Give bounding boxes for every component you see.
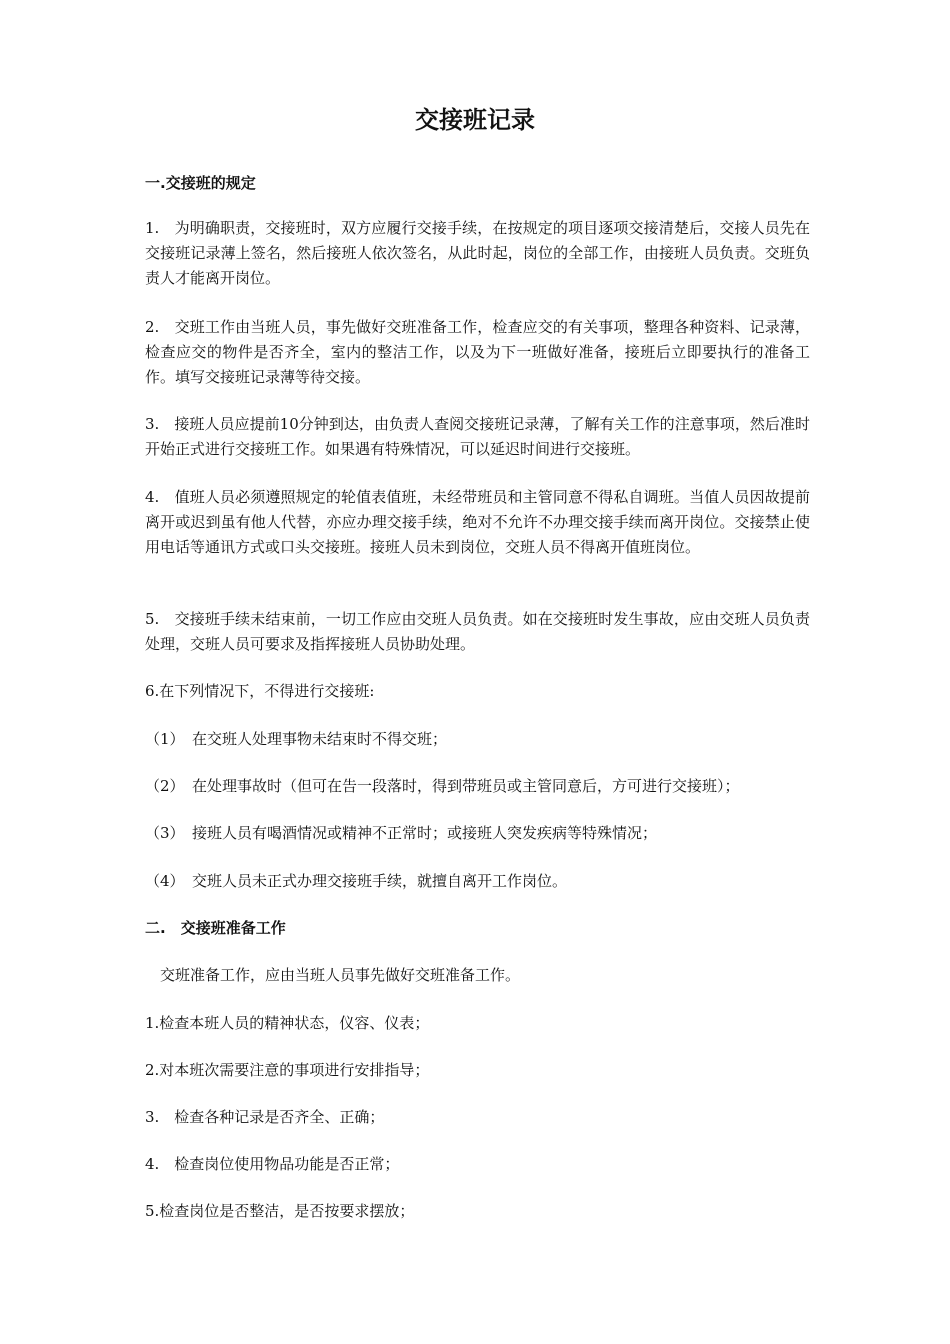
paragraph-3: 3. 接班人员应提前10分钟到达，由负责人查阅交接班记录薄，了解有关工作的注意事项，然后准时开始正式进行交接班工作。如果遇有特殊情况，可以延迟时间进行交接班。 [145, 415, 810, 458]
paragraph-2: 2. 交班工作由当班人员，事先做好交班准备工作，检查应交的有关事项，整理各种资料、记录薄，检查应交的物件是否齐全，室内的整洁工作，以及为下一班做好准备，接班后立即要执行的准备工作。填写交接班记录薄等待交接。 [145, 318, 810, 386]
sub-item-3: （3） 接班人员有喝酒情况或精神不正常时；或接班人突发疾病等特殊情况； [145, 824, 658, 842]
paragraph-5: 5. 交接班手续未结束前，一切工作应由交班人员负责。如在交接班时发生事故，应由交班人员负责处理，交班人员可要求及指挥接班人员协助处理。 [145, 610, 810, 653]
sub-item-2: （2） 在处理事故时（但可在告一段落时，得到带班员或主管同意后，方可进行交接班）； [145, 777, 740, 795]
prep-item-1: 1.检查本班人员的精神状态，仪容、仪表； [145, 1014, 430, 1032]
paragraph-1: 1. 为明确职责，交接班时，双方应履行交接手续，在按规定的项目逐项交接清楚后，交接人员先在交接班记录薄上签名，然后接班人依次签名，从此时起，岗位的全部工作，由接班人员负责。交班负责人才能离开岗位。 [145, 219, 810, 287]
prep-item-2: 2.对本班次需要注意的事项进行安排指导； [145, 1061, 430, 1079]
prep-item-4: 4. 检查岗位使用物品功能是否正常； [145, 1155, 400, 1173]
prep-item-5: 5.检查岗位是否整洁，是否按要求摆放； [145, 1202, 415, 1220]
section-2-intro: 交班准备工作，应由当班人员事先做好交班准备工作。 [145, 966, 521, 984]
document-title: 交接班记录 [415, 106, 535, 134]
sub-item-4: （4） 交班人员未正式办理交接班手续，就擅自离开工作岗位。 [145, 872, 568, 890]
section-heading-2: 二. 交接班准备工作 [145, 919, 286, 937]
paragraph-4: 4. 值班人员必须遵照规定的轮值表值班，未经带班员和主管同意不得私自调班。当值人员因故提前离开或迟到虽有他人代替，亦应办理交接手续，绝对不允许不办理交接手续而离开岗位。交接禁止使用电话等通讯方式或口头交接班。接班人员未到岗位，交班人员不得离开值班岗位。 [145, 488, 810, 556]
paragraph-6: 6.在下列情况下，不得进行交接班: [145, 682, 375, 700]
sub-item-1: （1） 在交班人处理事物未结束时不得交班； [145, 730, 448, 748]
prep-item-3: 3. 检查各种记录是否齐全、正确； [145, 1108, 385, 1126]
section-heading-1: 一.交接班的规定 [145, 174, 256, 192]
